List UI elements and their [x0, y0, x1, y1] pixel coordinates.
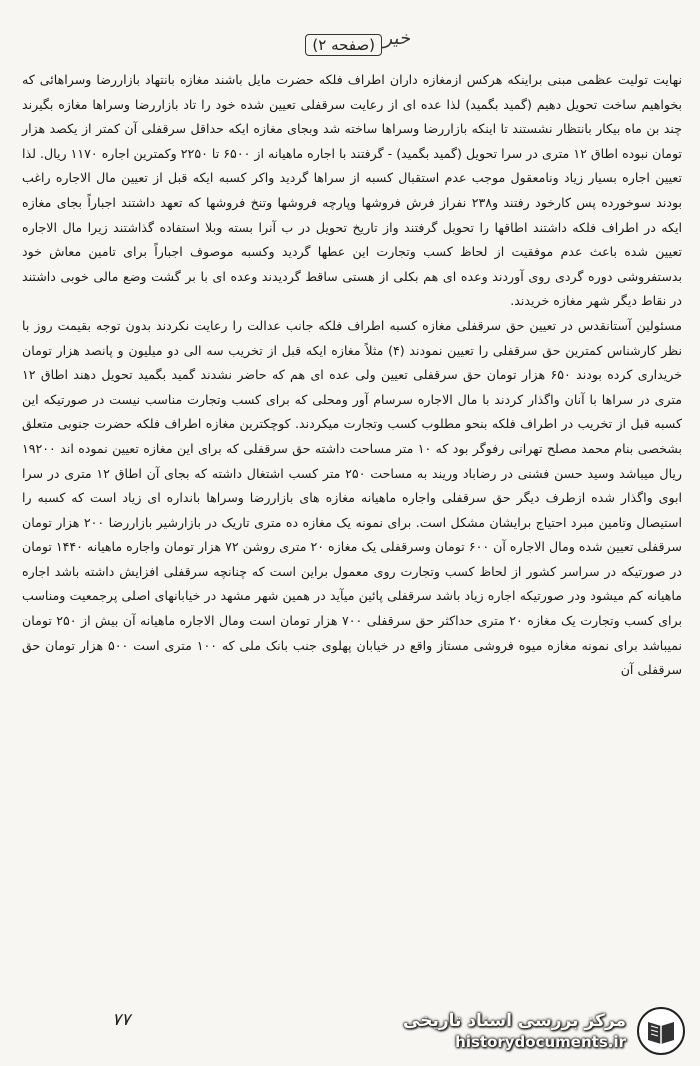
page-number: ۷۷ — [112, 1010, 131, 1030]
document-body — [22, 68, 682, 683]
watermark-url: historydocuments.ir — [455, 1033, 626, 1051]
paragraph-1: نهایت تولیت عظمی مبنی براینکه هرکس ازمغازه داران اطراف فلکه حضرت مایل باشند مغازه بانتهاد بازاررضا وسراهائی که بخواهیم ساخت تحویل دهیم (گمید بگمید) لذا عده ای از رعایت سرقفلی تعیین شده خود را تاد بازاررضا وسراها مغازه بگیرند چند بن ماه بیکار بانتظار نشستند تا اینکه بازاررضا وسراها ساخته شد وبجای مغازه ایکه حداقل سرقفلی آن کمتر از یکصد هزار تومان نبوده اطاق ۱۲ متری در سرا تحویل (گمید بگمید) - گرفتند با اجاره ماهیانه از ۶۵۰۰ تا ۲۲۵۰ وکمترین اجاره ۱۱۷۰ ریال. لذا تعیین اجاره بسیار زیاد ونامعقول موجب عدم استقبال کسبه از سراها گردید واکر کسبه ایکه قبل از تعیین مال الاجاره راغب بودند سوخورده پس کارخود رفتند و۲۳۸ نفراز فرش فروشها وپارچه فروشها وتنخ فروشها که تعهد داشتند اجباراً بجای مغازه ایکه در اطراف فلکه داشتند اطاقها را تحویل گرفتند واز تاریخ تحویل در ب آنرا بسته وبلا استفاده گذاشتند زیرا مال الاجاره تعیین شده باعث عدم موفقیت از لحاظ کسب وتجارت این عطها گردید وکسبه موصوف اجباراً برای تامین معاش خود بدستفروشی دوره گردی روی آوردند وعده ای هم بکلی از هستی ساقط گردیدند وعده ای با بر گشت وضع مالی خوبی داشتند در نقاط دیگر شهر مغازه خریدند. — [22, 72, 682, 309]
paragraph-2: مسئولین آستانقدس در تعیین حق سرقفلی مغازه کسبه اطراف فلکه جانب عدالت را رعایت نکردند بدون توجه بقیمت روز با نظر کارشناس کمترین حق سرقفلی را تعیین نمودند (۴) مثلاً مغازه ایکه قبل از تخریب سه الی دو میلیون و پانصد هزار تومان خریداری کرده بودند ۶۵۰ هزار تومان حق سرقفلی تعیین ولی عده ای هم که حاضر نشدند گمید بگمید تحویل دهند اطاق ۱۲ متری در سراها با آنان واگذار کردند با مال الاجاره سرسام آور ومحلی که برای کسب وتجارت مناسب نیست در صورتیکه این کسبه قبل از تخریب در اطراف فلکه بنحو مطلوب کسب وتجارت میکردند. کوچکترین مغازه اطراف فلکه حضرت جنوبی متعلق بشخصی بنام محمد مصلح تهرانی رفوگر بود که ۱۰ متر مساحت داشته حق سرقفلی که برای این مغازه تعیین نموده اند ۱۹۲۰۰ ریال میباشد وسید حسن فشنی در رضاباد وریند به مساحت ۲۵۰ متر کسب اشتغال داشته که بجای آن اطاق ۱۲ متری در سرا ابوی واگذار شده ازطرف دیگر حق سرقفلی واجاره ماهیانه مغازه های بازاررضا وسراها بانداره ای زیاد است که کسبه را استیصال وتامین مبرد احتیاج برایشان مشکل است. برای نمونه یک مغازه ده متری تاریک در بازارشیر بازاررضا ۲۰۰ هزار تومان سرقفلی تعیین شده ومال الاجاره آن ۶۰۰ تومان وسرقفلی یک مغازه ۲۰ متری روشن ۷۲ هزار تومان واجاره ماهیانه ۱۴۴۰ تومان در صورتیکه در سراسر کشور از لحاظ کسب وتجارت روی معمول براین است که چنانچه سرقفلی افزایش داشته باشد اجاره ماهیانه کم میشود ودر صورتیکه اجاره زیاد باشد سرقفلی پائین میآید در همین شهر مشهد در خیابانهای اصلی پرجمعیت ومناسب برای کسب وتجارت یک مغازه ۲۰ متری حداکثر حق سرقفلی ۷۰۰ هزار تومان است ومال الاجاره ماهیانه آن بیش از ۲۵۰ تومان نمیباشد برای نمونه مغازه میوه فروشی مستاز واقع در خیابان پهلوی جنب بانک ملی که ۱۰۰ متری است ۵۰۰ هزار تومان حق سرقفلی آن — [22, 317, 683, 678]
book-logo-icon — [636, 1006, 686, 1056]
handwritten-mark: خیر — [383, 28, 410, 49]
watermark-title: مرکز بررسی اسناد تاریخی — [403, 1011, 626, 1031]
watermark-text — [403, 1010, 626, 1052]
watermark — [403, 1004, 686, 1058]
page-header — [300, 30, 410, 64]
page-label: (صفحه ۲) — [305, 34, 382, 56]
